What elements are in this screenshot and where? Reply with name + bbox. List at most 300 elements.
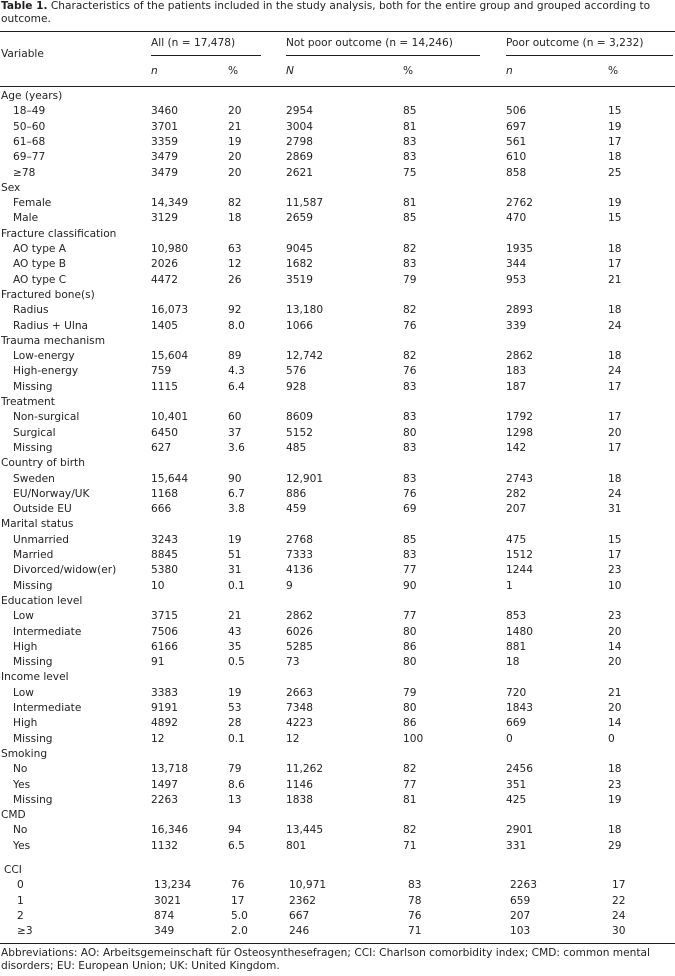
table-row: [0, 732, 675, 747]
table-cell: 4.3: [228, 365, 245, 378]
table-row: [0, 716, 675, 731]
table-cell: 1115: [151, 380, 178, 393]
table-cell: 19: [228, 135, 242, 148]
table-cell: 13,718: [151, 763, 189, 776]
table-row: [0, 426, 675, 441]
table-cell: 18: [608, 243, 622, 255]
table-row: [0, 655, 675, 670]
table-cell: 801: [286, 839, 307, 852]
row-label: EU/Norway/UK: [13, 487, 90, 500]
table-label: Table 1.: [1, 0, 48, 12]
table-cell: 669: [506, 717, 527, 730]
table-cell: 14: [608, 640, 622, 653]
table-group-heading: [0, 181, 675, 196]
table-row: [0, 839, 675, 854]
row-label: Missing: [13, 656, 53, 669]
table-group-heading: [0, 227, 675, 242]
table-cell: 19: [608, 120, 622, 133]
table-cell: 8.6: [228, 778, 245, 791]
row-label: Income level: [1, 671, 69, 684]
table-cell: 3460: [151, 105, 178, 118]
table-cell: 4223: [286, 717, 313, 730]
table-cell: 17: [608, 411, 622, 424]
table-cell: 1497: [151, 778, 178, 791]
table-group-heading: [0, 89, 675, 104]
table-cell: 874: [154, 909, 175, 922]
table-cell: 881: [506, 640, 527, 653]
table-cell: 9: [286, 579, 293, 592]
row-label: 50–60: [13, 120, 46, 133]
table-cell: 6450: [151, 426, 178, 439]
table-cell: 1: [506, 579, 513, 592]
table-cell: 282: [506, 487, 527, 500]
header-group-poor: Poor outcome (n = 3,232): [506, 37, 644, 49]
table-cell: 12: [228, 258, 242, 271]
table-cell: 425: [506, 793, 527, 806]
table-cell: 0.1: [228, 732, 245, 745]
table-cell: 83: [403, 258, 417, 271]
table-cell: 18: [608, 151, 622, 164]
table-row: [0, 303, 675, 318]
table-cell: 16,073: [151, 304, 189, 317]
group-rule-poor: [506, 55, 673, 56]
table-cell: 11,587: [286, 197, 324, 210]
table-cell: 94: [228, 824, 242, 837]
table-cell: 35: [228, 640, 242, 653]
table-cell: 81: [403, 197, 417, 210]
table-cell: 6.5: [228, 839, 245, 852]
table-cell: 3129: [151, 212, 178, 225]
table-cell: 4892: [151, 717, 178, 730]
table-cell: 30: [612, 925, 626, 938]
table-cell: 80: [403, 625, 417, 638]
table-cell: 83: [408, 879, 422, 892]
table-row: [0, 793, 675, 808]
table-cell: 1682: [286, 258, 313, 271]
table-cell: 80: [403, 656, 417, 669]
table-cell: 12: [151, 732, 165, 745]
row-label: Country of birth: [1, 457, 85, 470]
table-cell: 10: [608, 579, 622, 592]
table-cell: 20: [228, 105, 242, 118]
table-cell: 7333: [286, 549, 313, 561]
table-cell: 2263: [151, 793, 178, 806]
table-cell: 627: [151, 441, 172, 454]
subheader-n-all: n: [151, 65, 158, 77]
table-row: [0, 548, 675, 563]
row-label: Marital status: [1, 518, 74, 531]
table-cell: 77: [403, 610, 417, 623]
subheader-n-poor: n: [506, 65, 513, 77]
table-cell: 11,262: [286, 763, 324, 776]
table-cell: 928: [286, 380, 307, 393]
table-cell: 71: [408, 925, 422, 938]
table-cell: 2362: [289, 894, 316, 907]
table-cell: 21: [228, 120, 242, 133]
table-row: [0, 472, 675, 487]
row-label: Outside EU: [13, 503, 72, 516]
table-cell: 18: [608, 472, 622, 485]
table-row: [0, 211, 675, 226]
table-cell: 83: [403, 151, 417, 164]
row-label: Radius: [13, 304, 49, 317]
table-cell: 83: [403, 380, 417, 393]
row-label: AO type B: [13, 258, 67, 271]
table-cell: 3479: [151, 166, 178, 179]
row-label: Yes: [13, 839, 31, 852]
table-cell: 19: [608, 197, 622, 210]
row-label: Intermediate: [13, 625, 82, 638]
table-cell: 92: [228, 304, 242, 317]
table-cell: 17: [608, 441, 622, 454]
table-cell: 2.0: [231, 925, 248, 938]
table-group-heading: [0, 747, 675, 762]
table-cell: 79: [228, 763, 242, 776]
table-cell: 79: [403, 273, 417, 286]
table-cell: 3715: [151, 610, 178, 623]
table-cell: 23: [608, 610, 622, 623]
table-cell: 3701: [151, 120, 178, 133]
table-caption: [1, 0, 673, 26]
table-row: [0, 319, 675, 334]
table-row: [0, 380, 675, 395]
table-cell: 86: [403, 640, 417, 653]
table-cell: 0.1: [228, 579, 245, 592]
table-cell: 1132: [151, 839, 178, 852]
row-label: Missing: [13, 732, 53, 745]
table-cell: 83: [403, 441, 417, 454]
row-label: Female: [13, 197, 52, 210]
table-cell: 207: [506, 503, 527, 516]
table-group-heading: [0, 517, 675, 532]
row-label: High: [13, 717, 38, 730]
table-cell: 1244: [506, 564, 533, 577]
table-cell: 14,349: [151, 197, 189, 210]
table-cell: 79: [403, 686, 417, 699]
table-cell: 2659: [286, 212, 313, 225]
table-cell: 2798: [286, 135, 313, 148]
table-cell: 83: [403, 472, 417, 485]
table-cell: 23: [608, 778, 622, 791]
table-cell: 83: [403, 135, 417, 148]
row-label: High-energy: [13, 365, 79, 378]
table-cell: 91: [151, 656, 165, 669]
header-rule: [0, 86, 675, 87]
row-label: Sweden: [13, 472, 55, 485]
table-group-heading: [0, 288, 675, 303]
table-cell: 2621: [286, 166, 313, 179]
row-label: Low: [13, 686, 34, 699]
table-cell: 610: [506, 151, 527, 164]
table-cell: 1146: [286, 778, 313, 791]
table-cell: 6166: [151, 640, 178, 653]
table-cell: 15,604: [151, 350, 189, 363]
row-label: AO type C: [13, 273, 67, 286]
table-cell: 17: [608, 258, 622, 271]
row-label: No: [13, 824, 28, 837]
table-cell: 82: [403, 350, 417, 363]
row-label: Missing: [13, 380, 53, 393]
table-row: [0, 686, 675, 701]
row-label: Fractured bone(s): [1, 288, 95, 301]
table-row: [0, 135, 675, 150]
table-cell: 20: [608, 702, 622, 714]
row-label: Missing: [13, 579, 53, 592]
table-cell: 0: [506, 732, 513, 745]
table-cell: 720: [506, 686, 527, 699]
table-cell: 0: [608, 732, 615, 745]
table-cell: 8609: [286, 411, 313, 424]
table-cell: 24: [608, 319, 622, 332]
table-cell: 2663: [286, 686, 313, 699]
table-cell: 5380: [151, 564, 178, 577]
table-caption-text: Characteristics of the patients included in the study analysis, both for the entire group and grouped according to outcome.: [1, 0, 651, 25]
table-cell: 26: [228, 273, 242, 286]
row-label: Age (years): [1, 90, 63, 102]
row-label: Low: [13, 610, 34, 623]
table-cell: 1298: [506, 426, 533, 439]
table-cell: 339: [506, 319, 527, 332]
table-cell: 9045: [286, 243, 313, 255]
table-cell: 21: [608, 686, 622, 699]
table-cell: 15: [608, 105, 622, 118]
table-cell: 82: [403, 243, 417, 255]
table-cell: 8.0: [228, 319, 245, 332]
table-cell: 81: [403, 793, 417, 806]
table-cell: 2954: [286, 105, 313, 118]
row-label: Male: [13, 212, 39, 225]
table-cell: 5.0: [231, 909, 248, 922]
table-cell: 1935: [506, 243, 533, 255]
table-cell: 85: [403, 212, 417, 225]
table-cell: 666: [151, 503, 172, 516]
table-row: [0, 257, 675, 272]
table-cell: 78: [408, 894, 422, 907]
table-cell: 1168: [151, 487, 178, 500]
table-cell: 1066: [286, 319, 313, 332]
table-cell: 76: [231, 879, 245, 892]
table-cell: 17: [612, 879, 626, 892]
top-rule: [0, 31, 675, 32]
table-group-heading: [0, 863, 675, 878]
table-cell: 16,346: [151, 824, 189, 837]
row-label: Education level: [1, 594, 83, 607]
table-row: [0, 625, 675, 640]
row-label: Missing: [13, 793, 53, 806]
table-cell: 20: [608, 656, 622, 669]
subheader-n-not-poor: N: [286, 65, 294, 77]
table-cell: 51: [228, 549, 242, 561]
table-cell: 470: [506, 212, 527, 225]
table-cell: 17: [608, 380, 622, 393]
table-cell: 246: [289, 925, 310, 938]
table-cell: 7506: [151, 625, 178, 638]
table-cell: 14: [608, 717, 622, 730]
table-cell: 0.5: [228, 656, 245, 669]
table-cell: 18: [506, 656, 520, 669]
table-cell: 76: [403, 319, 417, 332]
row-label: Missing: [13, 441, 53, 454]
table-row: [0, 609, 675, 624]
table-cell: 9191: [151, 702, 178, 714]
table-cell: 60: [228, 411, 242, 424]
row-label: 0: [17, 879, 24, 892]
group-rule-not-poor: [286, 55, 480, 56]
table-cell: 3383: [151, 686, 178, 699]
table-cell: 3021: [154, 894, 181, 907]
table-cell: 18: [608, 304, 622, 317]
table-cell: 6.4: [228, 380, 245, 393]
row-label: Divorced/widow(er): [13, 564, 117, 577]
table-row: [0, 909, 675, 924]
table-cell: 73: [286, 656, 300, 669]
table-cell: 100: [403, 732, 424, 745]
table-row: [0, 894, 675, 909]
row-label: Surgical: [13, 426, 56, 439]
table-cell: 13: [228, 793, 242, 806]
row-label: 18–49: [13, 105, 46, 118]
table-cell: 23: [608, 564, 622, 577]
table-footnote: Abbreviations: AO: Arbeitsgemeinschaft für Osteosynthesefragen; CCI: Charlson comorbidity index; CMD: common mental disorders; EU: European Union; UK: United Kingdom.: [1, 947, 650, 972]
table-cell: 10,401: [151, 411, 189, 424]
table-cell: 63: [228, 243, 242, 255]
table-cell: 2869: [286, 151, 313, 164]
table-cell: 2456: [506, 763, 533, 776]
table-cell: 43: [228, 625, 242, 638]
table-cell: 183: [506, 365, 527, 378]
row-label: Sex: [1, 181, 21, 194]
table-cell: 83: [403, 411, 417, 424]
table-cell: 81: [403, 120, 417, 133]
table-cell: 82: [403, 304, 417, 317]
table-row: [0, 166, 675, 181]
table-cell: 18: [608, 824, 622, 837]
table-group-heading: [0, 456, 675, 471]
table-cell: 85: [403, 105, 417, 118]
table-cell: 85: [403, 533, 417, 546]
table-cell: 13,234: [154, 879, 192, 892]
row-label: Fracture classification: [1, 227, 117, 240]
table-cell: 21: [228, 610, 242, 623]
table-row: [0, 441, 675, 456]
table-cell: 24: [608, 365, 622, 378]
table-cell: 3359: [151, 135, 178, 148]
table-cell: 667: [289, 909, 310, 922]
table-cell: 18: [608, 763, 622, 776]
row-label: No: [13, 763, 28, 776]
row-label: CMD: [1, 809, 26, 822]
table-cell: 22: [612, 894, 626, 907]
table-cell: 2862: [286, 610, 313, 623]
table-group-heading: [0, 670, 675, 685]
table-row: [0, 924, 675, 939]
table-cell: 19: [608, 793, 622, 806]
table-cell: 2743: [506, 472, 533, 485]
table-cell: 697: [506, 120, 527, 133]
table-cell: 2762: [506, 197, 533, 210]
table-cell: 82: [228, 197, 242, 210]
table-cell: 2263: [510, 879, 537, 892]
table-group-heading: [0, 808, 675, 823]
table-cell: 344: [506, 258, 527, 271]
table-row: [0, 823, 675, 838]
table-cell: 18: [228, 212, 242, 225]
table-cell: 853: [506, 610, 527, 623]
table-cell: 18: [608, 350, 622, 363]
table-cell: 2901: [506, 824, 533, 837]
table-cell: 76: [403, 487, 417, 500]
table-cell: 17: [231, 894, 245, 907]
table-cell: 3.8: [228, 503, 245, 516]
table-cell: 858: [506, 166, 527, 179]
table-cell: 6.7: [228, 487, 245, 500]
row-label: 1: [17, 894, 24, 907]
table-cell: 21: [608, 273, 622, 286]
table-row: [0, 242, 675, 257]
table-cell: 90: [403, 579, 417, 592]
table-cell: 207: [510, 909, 531, 922]
table-cell: 6026: [286, 625, 313, 638]
table-cell: 19: [228, 686, 242, 699]
bottom-rule: [0, 943, 675, 944]
table-cell: 75: [403, 166, 417, 179]
table-group-heading: [0, 334, 675, 349]
subheader-pct-not-poor: %: [403, 65, 414, 77]
table-row: [0, 502, 675, 517]
table-cell: 71: [403, 839, 417, 852]
table-cell: 2862: [506, 350, 533, 363]
table-cell: 1512: [506, 549, 533, 561]
table-cell: 69: [403, 503, 417, 516]
table-row: [0, 533, 675, 548]
table-cell: 80: [403, 702, 417, 714]
table-cell: 20: [228, 151, 242, 164]
table-row: [0, 487, 675, 502]
table-cell: 3004: [286, 120, 313, 133]
table-row: [0, 364, 675, 379]
table-cell: 561: [506, 135, 527, 148]
table-row: [0, 563, 675, 578]
table-cell: 10,980: [151, 243, 189, 255]
table-row: [0, 273, 675, 288]
table-cell: 1838: [286, 793, 313, 806]
row-label: Intermediate: [13, 702, 82, 714]
table-cell: 15,644: [151, 472, 189, 485]
table-cell: 90: [228, 472, 242, 485]
table-row: [0, 410, 675, 425]
table-cell: 24: [608, 487, 622, 500]
header-variable: Variable: [1, 48, 44, 60]
table-cell: 12: [286, 732, 300, 745]
table-cell: 29: [608, 839, 622, 852]
table-cell: 76: [403, 365, 417, 378]
table-cell: 13,445: [286, 824, 324, 837]
table-cell: 82: [403, 763, 417, 776]
table-cell: 659: [510, 894, 531, 907]
header-group-not-poor: Not poor outcome (n = 14,246): [286, 37, 453, 49]
table-cell: 80: [403, 426, 417, 439]
table-cell: 13,180: [286, 304, 324, 317]
table-cell: 12,742: [286, 350, 324, 363]
table-cell: 82: [403, 824, 417, 837]
row-label: Smoking: [1, 747, 48, 760]
row-label: ≥78: [13, 166, 36, 179]
table-row: [0, 150, 675, 165]
table-cell: 1843: [506, 702, 533, 714]
table-row: [0, 762, 675, 777]
row-label: Trauma mechanism: [1, 334, 106, 347]
table-cell: 7348: [286, 702, 313, 714]
